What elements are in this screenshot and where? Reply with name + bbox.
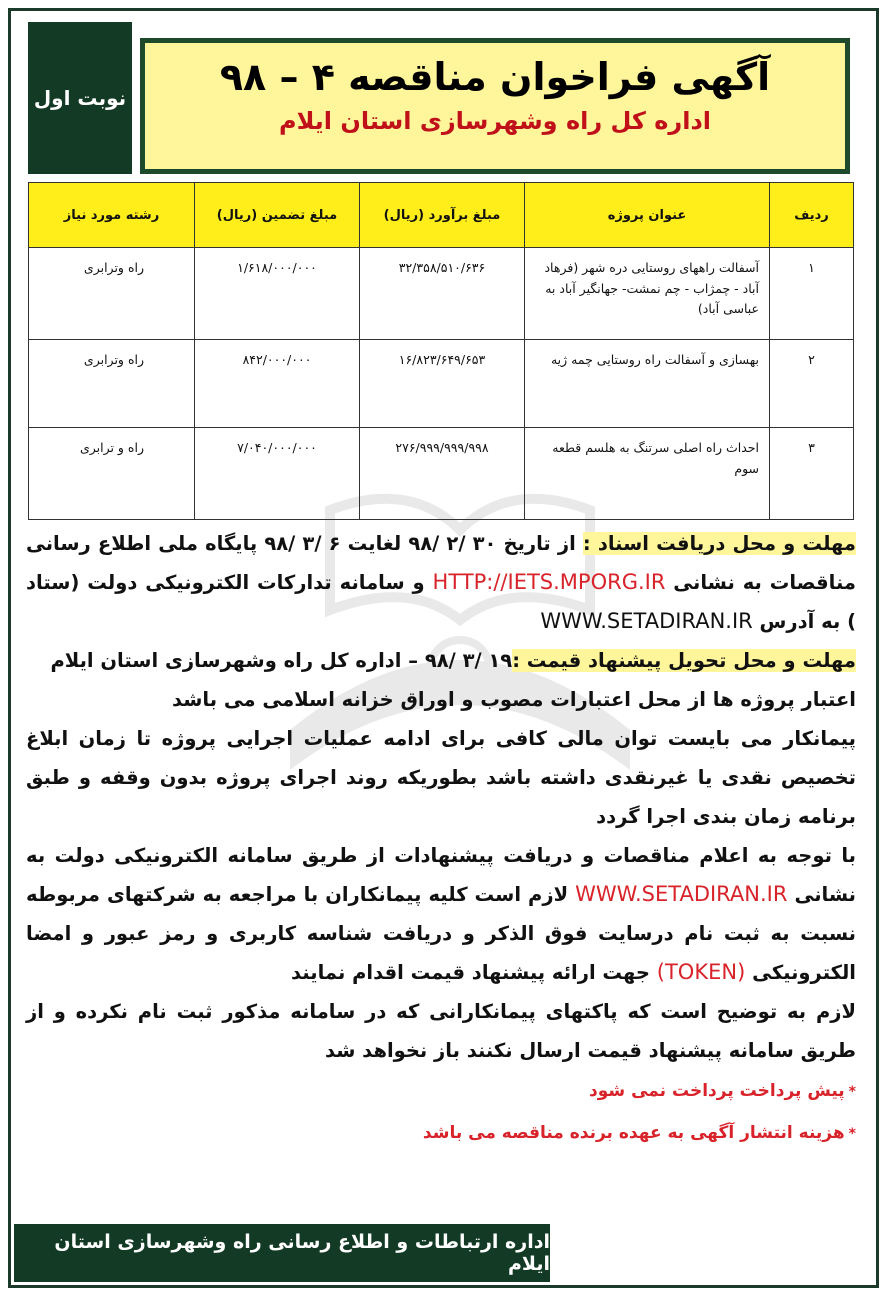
- note-prepayment-text: پیش پرداخت پرداخت نمی شود: [589, 1081, 845, 1101]
- financial-capacity-paragraph: پیمانکار می بایست توان مالی کافی برای ادامه عملیات اجرایی پروژه تا زمان ابلاغ تخصیص نقدی یا غیرنقدی داشته باشد بطوریکه روند اجرای پروژه بدون وقفه و طبق برنامه زمان بندی اجرا گردد: [26, 727, 856, 828]
- notice-body: [26, 524, 856, 1154]
- note-prepayment: [26, 1070, 856, 1112]
- header-row-number: ردیف: [770, 183, 854, 248]
- required-field: راه وترابری: [29, 248, 195, 340]
- setadiran-link-2[interactable]: WWW.SETADIRAN.IR: [575, 882, 788, 906]
- row-number: ۱: [770, 248, 854, 340]
- header-project-title: عنوان پروژه: [525, 183, 770, 248]
- estimate-amount: ۲۷۶/۹۹۹/۹۹۹/۹۹۸: [360, 428, 525, 520]
- iets-link[interactable]: HTTP://IETS.MPORG.IR: [432, 570, 666, 594]
- star-icon: *: [848, 1126, 856, 1142]
- registration-text-3: جهت ارائه پیشنهاد قیمت اقدام نمایند: [291, 961, 657, 984]
- notice-header: [140, 38, 850, 174]
- table-row: [29, 428, 854, 520]
- required-field: راه و ترابری: [29, 428, 195, 520]
- setadiran-link[interactable]: WWW.SETADIRAN.IR: [540, 609, 753, 633]
- guarantee-amount: ۷/۰۴۰/۰۰۰/۰۰۰: [195, 428, 360, 520]
- header-field: رشته مورد نیاز: [29, 183, 195, 248]
- credit-paragraph: اعتبار پروژه ها از محل اعتبارات مصوب و اوراق خزانه اسلامی می باشد: [171, 688, 856, 711]
- star-icon: *: [848, 1084, 856, 1100]
- note-publication-cost-text: هزینه انتشار آگهی به عهده برنده مناقصه می باشد: [422, 1123, 845, 1143]
- estimate-amount: ۳۲/۳۵۸/۵۱۰/۶۳۶: [360, 248, 525, 340]
- project-title: احداث راه اصلی سرتنگ به هلسم قطعه سوم: [525, 428, 770, 520]
- table-header-row: [29, 183, 854, 248]
- project-title: آسفالت راههای روستایی دره شهر (فرهاد آباد - چمژاب - چم نمشت- جهانگیر آباد به عباسی آباد): [525, 248, 770, 340]
- guarantee-amount: ۸۴۲/۰۰۰/۰۰۰: [195, 340, 360, 428]
- document-deadline-label: مهلت و محل دریافت اسناد :: [582, 532, 856, 555]
- required-field: راه وترابری: [29, 340, 195, 428]
- header-estimate: مبلغ برآورد (ریال): [360, 183, 525, 248]
- tender-table: [28, 182, 854, 520]
- notice-badge: نوبت اول: [28, 22, 132, 174]
- note-publication-cost: [26, 1112, 856, 1154]
- notice-title: آگهی فراخوان مناقصه ۴ – ۹۸: [219, 55, 771, 99]
- footer-banner: اداره ارتباطات و اطلاع رسانی راه وشهرسازی استان ایلام: [14, 1224, 550, 1282]
- row-number: ۲: [770, 340, 854, 428]
- bid-deadline-paragraph: [26, 641, 856, 680]
- document-deadline-text: از تاریخ ۳۰ /۲ /۹۸ لغایت ۶ /۳ /۹۸ پایگاه ملی اطلاع رسانی مناقصات به نشانی: [26, 532, 856, 594]
- registration-text: با توجه به اعلام مناقصات و دریافت پیشنهادات از طریق سامانه الکترونیکی دولت به نشانی: [26, 844, 856, 906]
- document-deadline-text-2: و سامانه تدارکات الکترونیکی دولت (ستاد ) به آدرس: [26, 571, 856, 633]
- bid-deadline-text: ۱۹ /۳ /۹۸ – اداره کل راه وشهرسازی استان ایلام: [50, 649, 513, 672]
- registration-text-2: لازم است کلیه پیمانکاران با مراجعه به شرکتهای مربوطه نسبت به ثبت نام درسایت فوق الذکر و دریافت شناسه کاربری و رمز عبور و امضا الکترونیکی: [26, 883, 856, 984]
- table-row: [29, 248, 854, 340]
- row-number: ۳: [770, 428, 854, 520]
- document-deadline-paragraph: [26, 524, 856, 641]
- bid-deadline-label: مهلت و محل تحویل پیشنهاد قیمت :: [512, 649, 856, 672]
- envelope-paragraph: لازم به توضیح است که پاکتهای پیمانکارانی که در سامانه مذکور ثبت نام نکرده و از طریق سامانه پیشنهاد قیمت ارسال نکنند باز نخواهد شد: [26, 1000, 856, 1062]
- registration-paragraph: [26, 836, 856, 992]
- guarantee-amount: ۱/۶۱۸/۰۰۰/۰۰۰: [195, 248, 360, 340]
- notice-subtitle: اداره کل راه وشهرسازی استان ایلام: [278, 107, 711, 135]
- estimate-amount: ۱۶/۸۲۳/۶۴۹/۶۵۳: [360, 340, 525, 428]
- table-row: [29, 340, 854, 428]
- project-title: بهسازی و آسفالت راه روستایی چمه ژیه: [525, 340, 770, 428]
- header-guarantee: مبلغ تضمین (ریال): [195, 183, 360, 248]
- token-label: (TOKEN): [656, 960, 746, 984]
